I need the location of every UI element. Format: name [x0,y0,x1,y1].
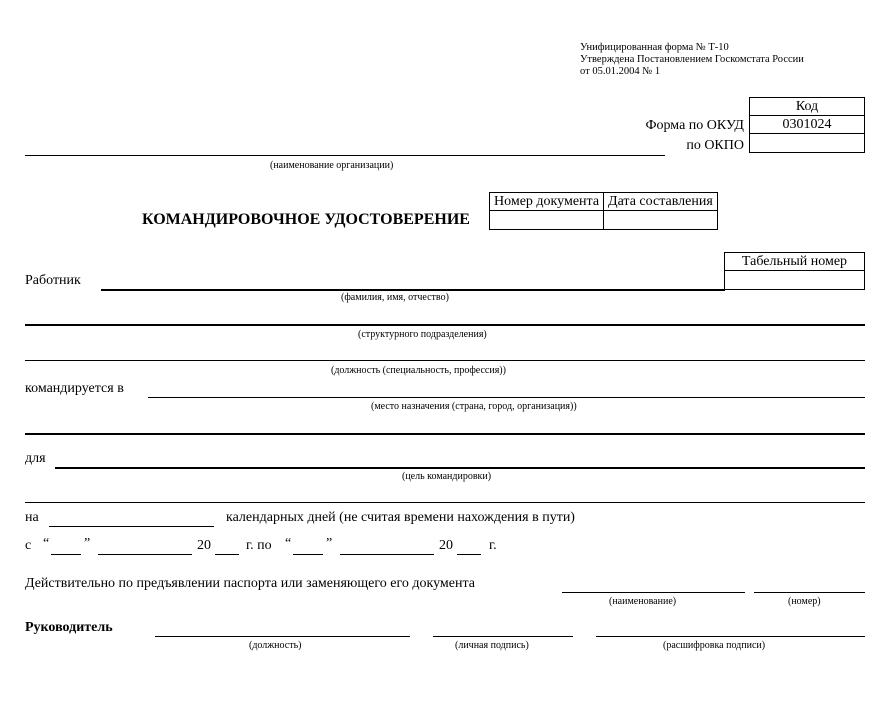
form-number-line: Унифицированная форма № Т-10 [580,42,729,53]
destination-field[interactable] [148,381,865,398]
employee-fio-field[interactable] [101,273,725,291]
document-date-cell[interactable] [604,211,718,230]
head-label: Руководитель [25,620,113,635]
head-position-field[interactable] [155,620,410,637]
approval-line: Утверждена Постановлением Госкомстата России [580,54,804,65]
date-from-month-field[interactable] [98,538,192,555]
date-to-quote-close: ” [326,536,333,551]
passport-document-name-field[interactable] [562,576,745,593]
duration-suffix: календарных дней (не считая времени нахождения в пути) [226,510,575,525]
position-field[interactable] [25,344,865,361]
tabel-number-header: Табельный номер [725,253,865,271]
date-to-year-suffix: г. [489,538,497,553]
document-title: КОМАНДИРОВОЧНОЕ УДОСТОВЕРЕНИЕ [142,211,470,228]
document-number-cell[interactable] [490,211,604,230]
date-from-year-field[interactable] [215,538,239,555]
okud-label: Форма по ОКУД [645,118,744,133]
date-to-year-prefix: 20 [439,538,453,553]
codes-table [749,97,865,153]
tabel-number-table [724,252,865,290]
purpose-field[interactable] [55,451,865,469]
passport-text: Действительно по предъявлении паспорта или заменяющего его документа [25,576,475,591]
passport-document-number-field[interactable] [754,576,865,593]
purpose-label: для [25,451,46,466]
date-from-day-field[interactable] [51,538,81,555]
okud-code-cell[interactable]: 0301024 [750,116,865,134]
document-date-header: Дата составления [604,193,718,211]
date-from-quote-close: ” [84,536,91,551]
date-from-label: с [25,538,32,553]
department-caption: (структурного подразделения) [358,329,487,340]
head-position-caption: (должность) [249,640,302,651]
organization-caption: (наименование организации) [270,160,394,171]
purpose-caption: (цель командировки) [402,471,492,482]
date-to-day-field[interactable] [293,538,323,555]
date-from-year-prefix: 20 [197,538,211,553]
employee-label: Работник [25,273,81,288]
head-signature-caption: (личная подпись) [455,640,529,651]
passport-number-caption: (номер) [788,596,821,607]
department-field[interactable] [25,308,865,326]
days-count-field[interactable] [49,510,214,527]
form-header [580,42,870,78]
date-to-year-field[interactable] [457,538,481,555]
okpo-code-cell[interactable] [750,134,865,153]
date-to-label: г. по [246,538,272,553]
date-from-quote-open: “ [43,536,50,551]
tabel-number-cell[interactable] [725,271,865,290]
head-signature-decode-field[interactable] [596,620,865,637]
destination-caption: (место назначения (страна, город, организация)) [371,401,577,412]
document-number-header: Номер документа [490,193,604,211]
approval-date-line: от 05.01.2004 № 1 [580,66,661,77]
head-signature-field[interactable] [433,620,573,637]
purpose-field-2[interactable] [25,486,865,503]
destination-field-2[interactable] [25,417,865,435]
duration-prefix: на [25,510,39,525]
destination-label: командируется в [25,381,124,396]
fio-caption: (фамилия, имя, отчество) [341,292,449,303]
document-number-date-table [489,192,718,230]
kod-header: Код [750,98,865,116]
okpo-label: по ОКПО [686,138,744,153]
position-caption: (должность (специальность, профессия)) [331,365,506,376]
organization-name-field[interactable] [25,139,665,156]
date-to-month-field[interactable] [340,538,434,555]
passport-name-caption: (наименование) [609,596,677,607]
date-to-quote-open: “ [285,536,292,551]
head-decode-caption: (расшифровка подписи) [663,640,766,651]
